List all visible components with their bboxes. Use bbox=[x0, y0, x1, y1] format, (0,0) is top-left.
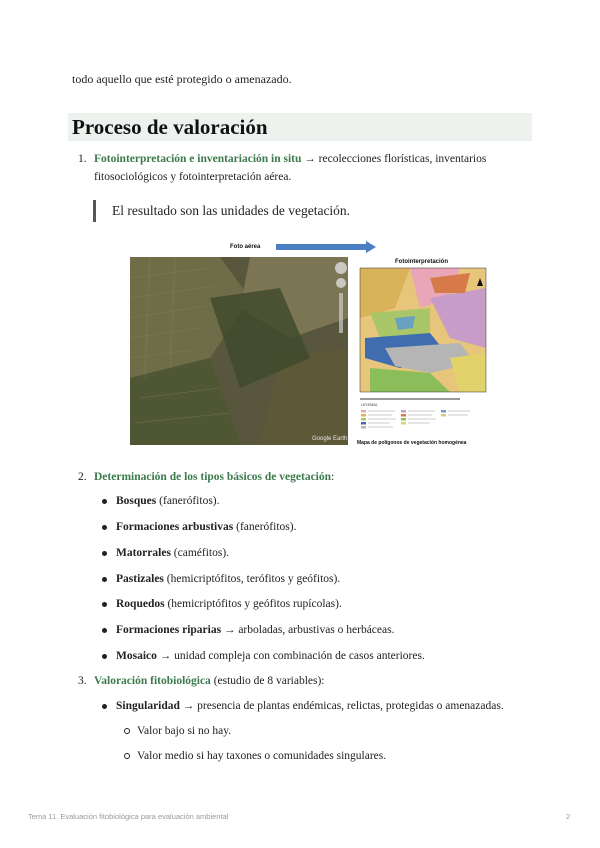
sub-bullet-text: Valor bajo si no hay. bbox=[137, 725, 232, 737]
map-caption: Mapa de polígonos de vegetación homogénea bbox=[357, 440, 467, 446]
bullet-icon bbox=[102, 602, 107, 607]
map-legend bbox=[361, 403, 470, 429]
bullet-term: Formaciones riparias bbox=[116, 624, 222, 636]
list-number: 2. bbox=[78, 471, 87, 483]
bullet-icon bbox=[102, 704, 107, 709]
bullet-icon bbox=[102, 499, 107, 504]
aerial-photo-title: Foto aérea bbox=[230, 244, 261, 250]
circle-bullet-icon bbox=[124, 728, 130, 734]
bullet-term: Bosques bbox=[116, 495, 157, 507]
bullet-text: (fanerófitos). bbox=[233, 521, 297, 533]
photointerpretation-title: Fotointerpretación bbox=[395, 259, 449, 265]
bullet-term: Mosaico bbox=[116, 650, 157, 662]
bullet-text: (hemicriptófitos y geófitos rupícolas). bbox=[164, 598, 342, 610]
list-text bbox=[94, 672, 524, 690]
list-text bbox=[94, 150, 524, 186]
term-valoracion-fitobiologica: Valoración fitobiológica bbox=[94, 675, 211, 687]
term-tipos-basicos: Determinación de los tipos básicos de vegetación bbox=[94, 471, 332, 483]
bullet-term: Formaciones arbustivas bbox=[116, 521, 234, 533]
bullet-icon bbox=[102, 577, 107, 582]
list-number: 1. bbox=[78, 153, 87, 165]
bullet-term: Pastizales bbox=[116, 573, 164, 585]
bullet-icon bbox=[102, 525, 107, 530]
bullet-text: (hemicriptófitos, terófitos y geófitos). bbox=[163, 573, 341, 585]
bullet-term: Singularidad bbox=[116, 700, 180, 712]
bullet-text: (caméfitos). bbox=[170, 547, 230, 559]
page-number: 2 bbox=[566, 812, 571, 821]
list-text bbox=[94, 468, 524, 486]
bullet-icon bbox=[102, 628, 107, 633]
bullet-term: Matorrales bbox=[116, 547, 171, 559]
footer-title: Tema 11. Evaluación fitobiológica para evaluación ambiental bbox=[28, 812, 229, 821]
bullet-term: Roquedos bbox=[116, 598, 165, 610]
bullet-text: → arboladas, arbustivas o herbáceas. bbox=[221, 624, 395, 636]
list-number: 3. bbox=[78, 675, 87, 687]
item1-description: recolecciones florísticas, inventarios fitosociológicos y fotointerpretación aérea. bbox=[94, 153, 487, 183]
term-fotointerpretacion: Fotointerpretación e inventariación in situ bbox=[94, 153, 302, 165]
legend-title: LEYENDA bbox=[361, 403, 378, 407]
bullet-text: → unidad compleja con combinación de casos anteriores. bbox=[156, 650, 425, 662]
sub-bullet-text: Valor medio si hay taxones o comunidades singulares. bbox=[137, 750, 387, 762]
item3-description: (estudio de 8 variables): bbox=[210, 675, 325, 687]
intro-text: todo aquello que esté protegido o amenazado. bbox=[72, 72, 292, 86]
vegetation-map bbox=[360, 268, 486, 399]
blockquote: El resultado son las unidades de vegetación. bbox=[93, 200, 350, 222]
bullet-text: (fanerófitos). bbox=[156, 495, 220, 507]
arrow-text: → bbox=[301, 153, 319, 165]
colon-text: : bbox=[331, 471, 335, 483]
section-title: Proceso de valoración bbox=[68, 113, 532, 141]
bullet-text: → presencia de plantas endémicas, relictas, protegidas o amenazadas. bbox=[179, 700, 504, 712]
bullet-icon bbox=[102, 654, 107, 659]
aerial-photo bbox=[130, 257, 348, 445]
vegetation-figure bbox=[130, 238, 500, 450]
circle-bullet-icon bbox=[124, 753, 130, 759]
right-arrow-icon bbox=[276, 241, 376, 253]
google-earth-watermark: Google Earth bbox=[312, 436, 348, 442]
bullet-icon bbox=[102, 551, 107, 556]
